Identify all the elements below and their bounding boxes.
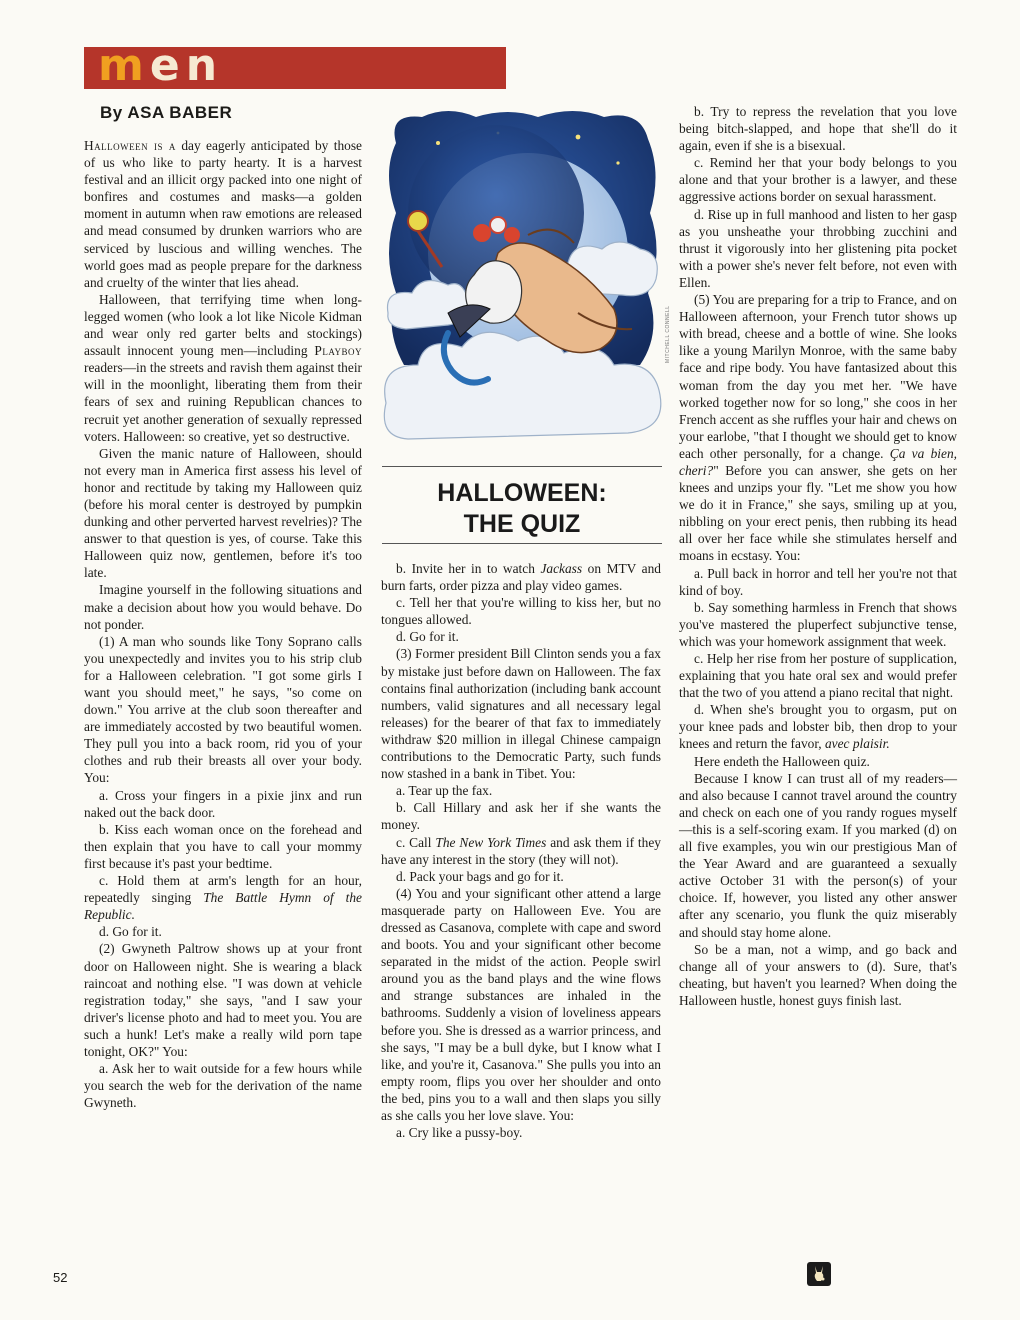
title-rule-top (382, 466, 662, 467)
rabbit-logo-icon (807, 1262, 831, 1286)
title-italic: The New York Times (435, 834, 547, 850)
answer-option: a. Cross your fingers in a pixie jinx and run naked out the back door. (84, 787, 362, 820)
lead-in: Halloween is a (84, 138, 176, 153)
illustration-credit: MITCHELL CONNELL (665, 305, 671, 363)
paragraph: Given the manic nature of Halloween, should not every man in America first assess his level of honor and rectitude by taking my Halloween quiz (before his moral center is destroyed by pumpkin dunking and other perverted harvest revelries)? The answer to that question is yes, of course. Take this Halloween quiz now, gentlemen, before it's too late. (84, 445, 362, 581)
column-1 (84, 137, 362, 1111)
answer-option: a. Ask her to wait outside for a few hours while you search the web for the derivation of the name Gwyneth. (84, 1061, 362, 1111)
paragraph: Here endeth the Halloween quiz. (694, 753, 870, 769)
text: b. Invite her in to watch (396, 561, 541, 576)
text: readers—in the streets and ravish them against their will in the moonlight, liberating them from their fears of sex and ruining Republican chances to recruit yet another generation of sexually repressed voters. Halloween: so creative, yet so destructive. (84, 360, 362, 444)
answer-option: a. Pull back in horror and tell her you're not that kind of boy. (679, 565, 957, 598)
answer-option: d. Go for it. (396, 629, 459, 645)
answer-option: d. Go for it. (99, 924, 162, 940)
paragraph (84, 291, 362, 445)
section-title (98, 40, 223, 92)
answer-option: c. Help her rise from her posture of supplication, explaining that you hate oral sex and would prefer that the two of you attend a piano recital that night. (679, 651, 957, 701)
text: day eagerly anticipated by those of us who like to party hearty. It is a harvest festival and an illicit orgy packed into one night of bonfires and costumes and masks—a golden moment in autumn when raw emotions are released and mead consumed by drunken warriors who are serviced by luscious and willing wenches. The world goes mad as people prepare for the darkness and cruelty of the winter that lies ahead. (84, 138, 362, 290)
answer-option (679, 701, 957, 752)
paragraph: (3) Former president Bill Clinton sends you a fax by mistake just before dawn on Halloween. The fax contains final authorization (including bank account numbers, valid signatures and all necessary legal releases) for the bearer of that fax to immediately withdraw $20 million in illegal Chinese campaign contributions to the Democratic Party, such funds now stashed in a bank in Tibet. You: (381, 646, 661, 782)
title-italic: The Battle Hymn of the Republic. (84, 890, 362, 923)
paragraph: (2) Gwyneth Paltrow shows up at your front door on Halloween night. She is wearing a black raincoat and nothing else. "I was down at vehicle registration today," she says, "and I saw your driver's license photo and had to meet you. You are such a hunk! Let's make a really wild porn tape tonight, OK?" You: (84, 941, 362, 1059)
text: and ask them if they have any interest in the story (they will not). (381, 834, 661, 867)
paragraph: So be a man, not a wimp, and go back and change all of your answers to (d). Sure, that's cheating, but haven't you learned? When doing the Halloween hustle, honest guys finish last. (679, 941, 957, 1008)
byline: By ASA BABER (100, 103, 233, 122)
article-title-line-1: HALLOWEEN: (437, 479, 607, 507)
halloween-illustration (378, 103, 666, 455)
text: " Before you can answer, she gets on her knees and unzips your fly. "Let me show you how we do it in France," she says, smiling up at you, nibbling on your erect penis, then rubbing its head all over her face while she stimulates herself and moans in ecstasy. You: (679, 462, 957, 564)
text: (5) You are preparing for a trip to France, and on Halloween afternoon, your French tutor shows up with bread, cheese and a bottle of wine. She looks like a young Marilyn Monroe, with the same baby face and ripe body. You have fantasized about this woman from the day you met her. "We have worked together now for so long," she coos in her French accent as she ruffles your hair and chews on your earlobe, "that I thought we should get to know each other personally, for a change. (679, 292, 957, 461)
answer-option: a. Cry like a pussy-boy. (396, 1125, 523, 1141)
text: d. When she's brought you to orgasm, put on your knee pads and lobster bib, then drop to your knees and return the favor, (679, 702, 957, 752)
column-2 (381, 560, 661, 1141)
paragraph: (4) You and your significant other attend a large masquerade party on Halloween Eve. You are dressed as Casanova, complete with cape and sword and boots. You and your significant other become separated in the midst of the action. People swirl around you as the band plays and the wine flows and strange substances are inhaled in the bathrooms. Suddenly a vision of loveliness appears before you. She is dressed as a warrior princess, and she says, "I may be a bull dyke, but I know what I like, and you're it, Casanova." She pulls you into an empty room, flips you over her shoulder and onto the bed, pins you to a wall and then slaps you silly as she calls you her love slave. You: (381, 885, 662, 1123)
paragraph: (1) A man who sounds like Tony Soprano calls you unexpectedly and invites you to his strip club for a Halloween celebration. "I got some girls I want you should meet," he says, "so come on down." You arrive at the club soon thereafter and are immediately accosted by two beautiful women. They pull you into a back room, rid you of your clothes and rub their breasts all over your body. You: (84, 633, 362, 786)
column-3 (679, 103, 957, 1009)
section-title-initial: m (98, 40, 150, 91)
answer-option: c. Remind her that your body belongs to you alone and that your brother is a lawyer, and these aggressive actions border on sexual harassment. (679, 155, 957, 205)
answer-option (381, 560, 661, 594)
answer-option: d. Rise up in full manhood and listen to her gasp as you unsheathe your throbbing zucchini and thrust it vigorously into her glistening pita pocket with a power she's never felt before, not even with Ellen. (679, 206, 957, 290)
brand-name: Playboy (314, 343, 362, 359)
answer-option: b. Kiss each woman once on the forehead and then explain that you have to call your mommy first because it's past your bedtime. (84, 821, 362, 871)
paragraph (84, 137, 362, 291)
answer-option: b. Try to repress the revelation that you love being bitch-slapped, and hope that she'll do it again, even if she is a bisexual. (679, 104, 957, 154)
answer-option: b. Call Hillary and ask her if she wants the money. (381, 800, 661, 833)
answer-option: d. Pack your bags and go for it. (396, 868, 564, 884)
text: c. Call (396, 834, 436, 850)
answer-option: c. Tell her that you're willing to kiss her, but no tongues allowed. (381, 595, 661, 628)
french-italic: Ça va bien, cheri? (679, 445, 957, 478)
paragraph: Imagine yourself in the following situations and make a decision about how you would behave. Do not ponder. (84, 582, 362, 632)
section-title-rest: en (149, 40, 224, 91)
paragraph (679, 291, 957, 565)
illustration-image (378, 103, 666, 455)
answer-option (84, 872, 362, 923)
article-title (382, 478, 662, 540)
paragraph: Because I know I can trust all of my readers—and also because I cannot travel around the country and check on each one of you randy rogues myself—this is a self-scoring exam. If you marked (d) on all five examples, you win our prestigious Man of the Year Award and are guaranteed a sexually active October 31 with the person(s) of your choice. If, however, you listed any other answer after any scenario, you flunk the quiz miserably and should stay home alone. (679, 770, 957, 940)
answer-option (381, 834, 661, 868)
french-italic: avec plaisir. (824, 736, 890, 752)
answer-option: b. Say something harmless in French that shows you've mastered the pluperfect subjunctive tense, which was your homework assignment that week. (679, 599, 957, 649)
page-number: 52 (53, 1270, 68, 1285)
answer-option: a. Tear up the fax. (396, 783, 493, 799)
title-rule-bottom (382, 543, 662, 544)
text: on MTV and burn farts, order pizza and play video games. (381, 561, 661, 594)
rabbit-head-icon (807, 1262, 831, 1286)
title-italic: Jackass (540, 561, 583, 576)
text: c. Hold them at arm's length for an hour, repeatedly singing (84, 873, 362, 906)
article-title-line-2: THE QUIZ (463, 510, 581, 538)
text: Halloween, that terrifying time when long-legged women (who look a lot like Nicole Kidman and wear only red garter belts and stockings) assault innocent young men—including (84, 291, 362, 359)
